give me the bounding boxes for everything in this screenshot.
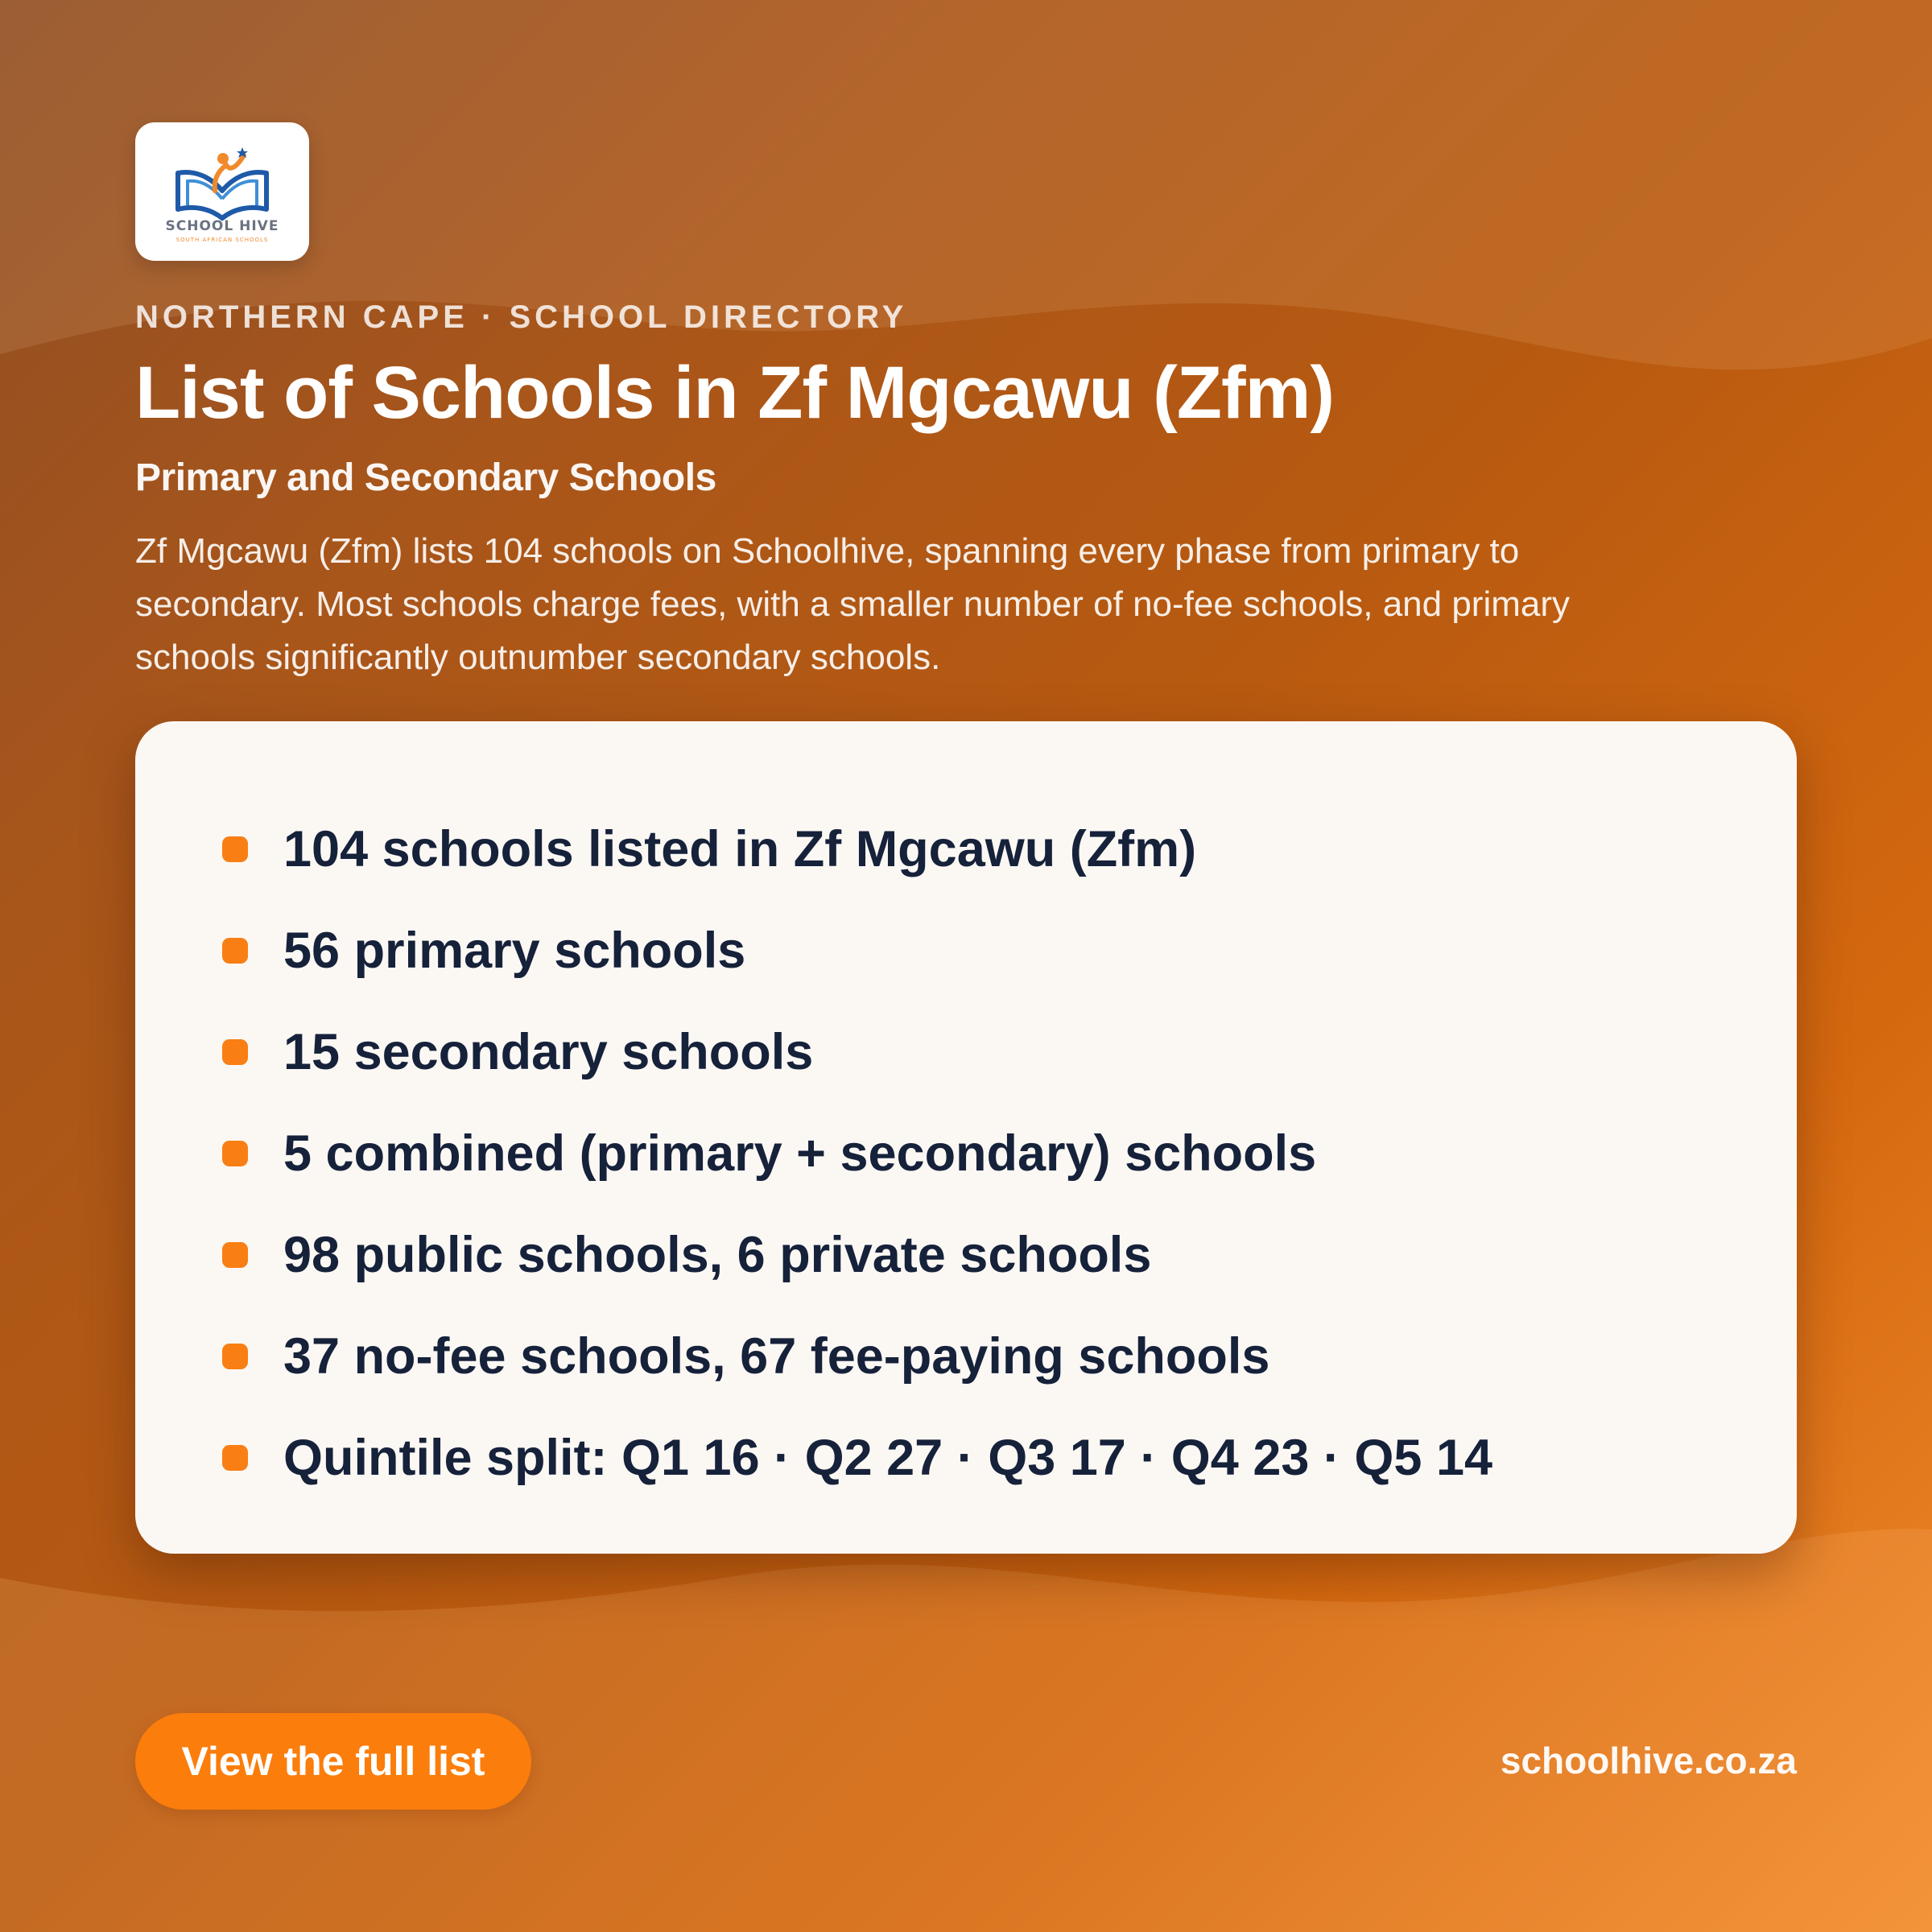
fact-item [222,799,1492,900]
fact-item [222,1407,1492,1509]
fact-item [222,1306,1492,1407]
logo-tagline: SOUTH AFRICAN SCHOOLS [175,236,269,243]
fact-text: 15 secondary schools [283,1024,814,1080]
bullet-icon [222,1039,248,1065]
fact-item [222,1204,1492,1306]
fact-text: 37 no-fee schools, 67 fee-paying schools [283,1328,1270,1385]
view-full-list-button[interactable]: View the full list [135,1713,531,1810]
page-subtitle: Primary and Secondary Schools [135,456,716,499]
bullet-icon [222,1445,248,1471]
bullet-icon [222,1344,248,1369]
fact-text: Quintile split: Q1 16 · Q2 27 · Q3 17 · Q4 23 · Q5 14 [283,1430,1493,1486]
facts-list [222,799,1492,1509]
bullet-icon [222,836,248,862]
fact-item [222,1103,1492,1204]
fact-item [222,900,1492,1001]
facts-card [135,721,1797,1554]
fact-text: 104 schools listed in Zf Mgcawu (Zfm) [283,821,1197,877]
fact-item [222,1001,1492,1103]
school-hive-logo [135,122,309,261]
fact-text: 5 combined (primary + secondary) schools [283,1125,1317,1182]
bullet-icon [222,1141,248,1166]
page-description: Zf Mgcawu (Zfm) lists 104 schools on Schoolhive, spanning every phase from primary to secondary. Most schools charge fees, with a smaller number of no-fee schools, and primary schools significantly outnumber secondary schools. [135,531,1570,677]
bullet-icon [222,1242,248,1268]
bullet-icon [222,938,248,964]
site-url-link[interactable]: schoolhive.co.za [1500,1740,1797,1781]
fact-text: 56 primary schools [283,923,746,979]
fact-text: 98 public schools, 6 private schools [283,1227,1152,1283]
open-book-with-figure-icon [162,141,283,221]
region-kicker: NORTHERN CAPE · SCHOOL DIRECTORY [135,299,908,335]
logo-wordmark: SCHOOL HIVE [165,217,279,234]
page-title: List of Schools in Zf Mgcawu (Zfm) [135,352,1335,434]
